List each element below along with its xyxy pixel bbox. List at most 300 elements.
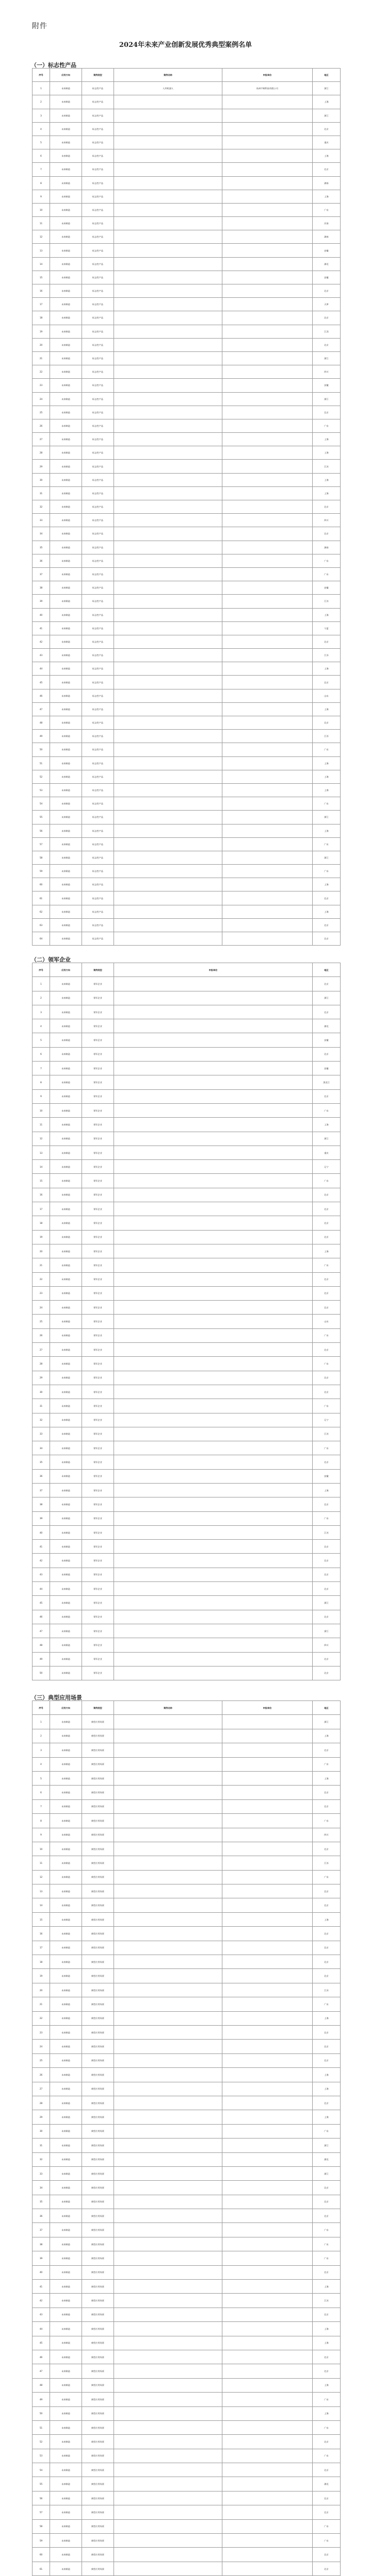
table-cell: 上海 <box>313 878 341 891</box>
table-cell: 未来制造 <box>50 918 82 932</box>
table-cell: 38 <box>33 1497 50 1511</box>
table-cell: 广东 <box>313 1357 341 1371</box>
table-row <box>33 756 341 770</box>
table-cell: 未来制造 <box>50 2350 82 2364</box>
table-cell <box>222 1786 313 1799</box>
table-cell <box>114 541 222 554</box>
table-cell <box>114 1399 313 1413</box>
table-row <box>33 2237 341 2251</box>
table-cell <box>114 284 222 298</box>
table-row <box>33 109 341 122</box>
table-row <box>33 1089 341 1103</box>
table-cell <box>222 1842 313 1856</box>
table-cell: 典型应用场景 <box>82 2393 114 2406</box>
table-cell: 未来制造 <box>50 1188 82 1202</box>
table-cell: 上海 <box>313 95 341 109</box>
table-cell: 领军企业 <box>82 1455 114 1469</box>
table-cell: 广东 <box>313 554 341 567</box>
table-cell: 广东 <box>313 2393 341 2406</box>
table-cell: 标志性产品 <box>82 716 114 730</box>
table-row <box>33 1005 341 1019</box>
table-row <box>33 1568 341 1581</box>
table-cell: 未来制造 <box>50 905 82 918</box>
table-cell: 标志性产品 <box>82 676 114 689</box>
table-cell <box>222 2350 313 2364</box>
table-cell: 领军企业 <box>82 1244 114 1258</box>
table-row <box>33 406 341 419</box>
table-cell <box>114 689 222 702</box>
table-cell: 领军企业 <box>82 1005 114 1019</box>
table-cell: 32 <box>33 1413 50 1427</box>
table-cell <box>222 1856 313 1870</box>
table-row <box>33 271 341 284</box>
table-cell: 上海 <box>313 1771 341 1785</box>
table-row <box>33 95 341 109</box>
table-cell: 未来制造 <box>50 338 82 351</box>
table-cell <box>222 932 313 946</box>
table-cell: 标志性产品 <box>82 689 114 702</box>
table-row <box>33 1757 341 1771</box>
column-header: 序号 <box>33 963 50 977</box>
table-cell: 18 <box>33 1216 50 1230</box>
table-cell: 标志性产品 <box>82 257 114 271</box>
table-cell: 浙江 <box>313 811 341 824</box>
table-row <box>33 2139 341 2152</box>
table-row <box>33 567 341 581</box>
table-cell: 未来制造 <box>50 2308 82 2321</box>
table-cell: 领军企业 <box>82 1075 114 1089</box>
table-cell <box>114 797 222 811</box>
table-cell: 典型应用场景 <box>82 1927 114 1941</box>
table-cell <box>222 2308 313 2321</box>
table-cell <box>222 635 313 648</box>
table-cell: 未来制造 <box>50 203 82 216</box>
table-cell <box>114 2082 222 2096</box>
table-cell: 未来制造 <box>50 1927 82 1941</box>
table-cell <box>114 2195 222 2209</box>
table-cell: 标志性产品 <box>82 514 114 527</box>
table-cell: 上海 <box>313 1483 341 1497</box>
table-row <box>33 1132 341 1146</box>
table-cell: 未来制造 <box>50 2082 82 2096</box>
table-cell <box>114 2562 222 2575</box>
table-cell: 28 <box>33 1357 50 1371</box>
table-row <box>33 891 341 905</box>
table-cell: 北京 <box>313 1582 341 1596</box>
table-row <box>33 878 341 891</box>
table-cell: 典型应用场景 <box>82 2166 114 2180</box>
table-cell <box>114 190 222 203</box>
table-cell <box>222 2082 313 2096</box>
table-cell <box>222 1715 313 1729</box>
table-cell: 未来制造 <box>50 257 82 271</box>
table-cell <box>114 1301 313 1315</box>
table-cell: 标志性产品 <box>82 433 114 446</box>
table-cell: 未来制造 <box>50 109 82 122</box>
table-row <box>33 486 341 500</box>
table-cell: 未来制造 <box>50 1568 82 1581</box>
table-cell: 13 <box>33 1884 50 1898</box>
table-cell <box>114 1666 313 1680</box>
table-row <box>33 1019 341 1033</box>
table-cell: 未来制造 <box>50 783 82 797</box>
table-cell: 9 <box>33 190 50 203</box>
table-row <box>33 500 341 514</box>
table-cell: 未来制造 <box>50 2195 82 2209</box>
table-cell: 未来制造 <box>50 500 82 514</box>
table-row <box>33 716 341 730</box>
table-row <box>33 1870 341 1884</box>
table-cell: 未来制造 <box>50 702 82 716</box>
table-row <box>33 1786 341 1799</box>
table-cell: 领军企业 <box>82 1019 114 1033</box>
table-cell <box>114 500 222 514</box>
table-cell <box>114 608 222 621</box>
table-cell <box>222 1955 313 1969</box>
table-cell: 45 <box>33 2336 50 2350</box>
table-cell: 19 <box>33 1969 50 1983</box>
table-cell: 51 <box>33 756 50 770</box>
table-cell: 湖北 <box>313 257 341 271</box>
table-cell: 未来制造 <box>50 351 82 365</box>
table-cell: 北京 <box>313 1743 341 1757</box>
table-cell <box>222 2124 313 2138</box>
table-cell <box>114 1497 313 1511</box>
table-row <box>33 1286 341 1300</box>
table-cell <box>222 406 313 419</box>
table-cell: 未来制造 <box>50 1898 82 1912</box>
table-row <box>33 149 341 163</box>
table-cell: 北京 <box>313 2463 341 2477</box>
table-cell: 典型应用场景 <box>82 2110 114 2124</box>
table-cell: 广东 <box>313 2223 341 2237</box>
table-cell <box>114 878 222 891</box>
table-cell <box>222 783 313 797</box>
table-cell <box>222 2322 313 2336</box>
table-cell: 上海 <box>313 446 341 460</box>
table-cell: 8 <box>33 1075 50 1089</box>
table-cell: 典型应用场景 <box>82 2505 114 2519</box>
table-row <box>33 446 341 460</box>
column-header: 地区 <box>313 69 341 82</box>
table-cell: 11 <box>33 1118 50 1132</box>
attachment-label: 附件 <box>32 22 47 30</box>
table-cell <box>114 2463 222 2477</box>
table-cell: 12 <box>33 1870 50 1884</box>
table-cell <box>114 1771 222 1785</box>
table-cell: 14 <box>33 1160 50 1174</box>
table-cell: 标志性产品 <box>82 271 114 284</box>
table-cell: 未来制造 <box>50 2265 82 2279</box>
table-cell <box>222 837 313 851</box>
table-cell: 未来制造 <box>50 851 82 864</box>
table-row <box>33 1301 341 1315</box>
table-cell <box>222 2294 313 2308</box>
table-cell: 上海 <box>313 149 341 163</box>
table-cell: 湖北 <box>313 2477 341 2491</box>
table-cell <box>114 865 222 878</box>
table-cell <box>114 2336 222 2350</box>
table-cell <box>222 2364 313 2378</box>
table-cell: 未来制造 <box>50 149 82 163</box>
table-cell: 标志性产品 <box>82 406 114 419</box>
table-cell: 北京 <box>313 1286 341 1300</box>
table-row <box>33 1596 341 1610</box>
table-cell: 59 <box>33 2534 50 2548</box>
table-cell: 重庆 <box>313 136 341 149</box>
table-cell: 典型应用场景 <box>82 2322 114 2336</box>
table-cell: 广东 <box>313 1103 341 1117</box>
table-cell <box>114 743 222 756</box>
table-cell <box>114 217 222 230</box>
table-cell: 安徽 <box>313 379 341 392</box>
table-cell <box>222 379 313 392</box>
table-cell <box>114 2166 222 2180</box>
table-cell <box>114 595 222 608</box>
table-cell <box>114 2025 222 2039</box>
table-cell: 上海 <box>313 2082 341 2096</box>
table-row <box>33 2449 341 2463</box>
table-cell: 宁夏 <box>313 621 341 635</box>
table-cell <box>114 851 222 864</box>
table-cell: 领军企业 <box>82 1540 114 1554</box>
table-row <box>33 392 341 406</box>
table-cell: 典型应用场景 <box>82 2406 114 2420</box>
table-cell: 上海 <box>313 2406 341 2420</box>
table-cell <box>222 676 313 689</box>
table-cell <box>222 2096 313 2110</box>
table-cell <box>114 1856 222 1870</box>
table-cell: 11 <box>33 217 50 230</box>
table-row <box>33 1729 341 1743</box>
table-cell: 未来制造 <box>50 991 82 1005</box>
table-cell: 典型应用场景 <box>82 2265 114 2279</box>
table-cell: 未来制造 <box>50 1174 82 1188</box>
table-cell: 北京 <box>313 1969 341 1983</box>
table-cell <box>222 1969 313 1983</box>
table-row <box>33 1103 341 1117</box>
table-cell: 江西 <box>313 325 341 338</box>
table-cell: 14 <box>33 1898 50 1912</box>
table-cell: 北京 <box>313 500 341 514</box>
table-cell <box>114 122 222 136</box>
table-cell: 27 <box>33 1343 50 1357</box>
table-cell: 北京 <box>313 1301 341 1315</box>
table-cell: 标志性产品 <box>82 662 114 676</box>
table-cell: 标志性产品 <box>82 891 114 905</box>
table-cell: 47 <box>33 702 50 716</box>
table-cell <box>114 2364 222 2378</box>
table-cell: 1 <box>33 977 50 991</box>
table-cell: 未来制造 <box>50 2152 82 2166</box>
table-cell: 未来制造 <box>50 689 82 702</box>
table-cell: 浙江 <box>313 1624 341 1638</box>
table-cell: 领军企业 <box>82 1216 114 1230</box>
table-row <box>33 2336 341 2350</box>
table-cell: 未来制造 <box>50 1216 82 1230</box>
table-cell: 未来制造 <box>50 2463 82 2477</box>
table-cell <box>114 406 222 419</box>
table-cell <box>222 500 313 514</box>
table-cell: 典型应用场景 <box>82 2053 114 2067</box>
table-cell <box>222 2548 313 2562</box>
table-cell: 领军企业 <box>82 1554 114 1568</box>
table-cell: 典型应用场景 <box>82 2181 114 2195</box>
table-cell: 未来制造 <box>50 82 82 95</box>
table-cell <box>114 649 222 662</box>
table-cell <box>114 1244 313 1258</box>
table-cell: 35 <box>33 541 50 554</box>
table-cell: 15 <box>33 1174 50 1188</box>
table-cell: 江苏 <box>313 730 341 743</box>
table-row <box>33 1188 341 1202</box>
table-row <box>33 783 341 797</box>
table-cell: 典型应用场景 <box>82 1884 114 1898</box>
table-cell <box>114 2350 222 2364</box>
table-cell: 北京 <box>313 2562 341 2575</box>
table-cell <box>114 1371 313 1385</box>
table-row <box>33 621 341 635</box>
table-cell: 典型应用场景 <box>82 1842 114 1856</box>
table-cell: 标志性产品 <box>82 203 114 216</box>
table-row <box>33 1511 341 1525</box>
table-cell: 领军企业 <box>82 1343 114 1357</box>
table-cell: 未来制造 <box>50 811 82 824</box>
table-cell: 江苏 <box>313 1983 341 1997</box>
table-row <box>33 2040 341 2053</box>
table-row <box>33 730 341 743</box>
table-cell: 未来制造 <box>50 1828 82 1842</box>
table-cell: 标志性产品 <box>82 905 114 918</box>
table-cell: 广东 <box>313 203 341 216</box>
table-cell: 领军企业 <box>82 1230 114 1244</box>
table-cell: 湖南 <box>313 541 341 554</box>
table-cell: 北京 <box>313 2350 341 2364</box>
table-cell: 浙江 <box>313 1596 341 1610</box>
table-cell: 36 <box>33 1469 50 1483</box>
table-cell: 未来制造 <box>50 1582 82 1596</box>
table-cell: 四川 <box>313 1828 341 1842</box>
table-cell: 未来制造 <box>50 1624 82 1638</box>
table-cell: 29 <box>33 1371 50 1385</box>
table-cell: 未来制造 <box>50 2519 82 2533</box>
table-cell <box>222 149 313 163</box>
table-cell <box>222 486 313 500</box>
table-cell: 44 <box>33 2322 50 2336</box>
table-cell <box>114 1258 313 1272</box>
table-cell: 北京 <box>313 1554 341 1568</box>
table-cell: 领军企业 <box>82 1469 114 1483</box>
table-cell: 上海 <box>313 190 341 203</box>
table-cell: 2 <box>33 95 50 109</box>
table-cell: 未来制造 <box>50 608 82 621</box>
table-cell: 未来制造 <box>50 1511 82 1525</box>
table-cell: 未来制造 <box>50 2491 82 2505</box>
table-cell: 35 <box>33 1455 50 1469</box>
table-cell: 领军企业 <box>82 1511 114 1525</box>
table-cell: 未来制造 <box>50 527 82 541</box>
table-row <box>33 991 341 1005</box>
table-cell <box>222 2068 313 2082</box>
table-cell: 30 <box>33 473 50 486</box>
table-cell: 未来制造 <box>50 392 82 406</box>
table-cell: 未来制造 <box>50 325 82 338</box>
table-cell <box>114 2435 222 2449</box>
table-row <box>33 230 341 244</box>
table-row <box>33 351 341 365</box>
table-cell <box>114 581 222 595</box>
table-cell: 北京 <box>313 1927 341 1941</box>
table-row <box>33 1842 341 1856</box>
table-cell: 17 <box>33 1202 50 1216</box>
table-cell <box>222 1983 313 1997</box>
table-cell: 未来制造 <box>50 1757 82 1771</box>
table-row <box>33 2491 341 2505</box>
table-cell: 标志性产品 <box>82 595 114 608</box>
table-cell: 典型应用场景 <box>82 1997 114 2011</box>
table-cell <box>114 662 222 676</box>
table-cell <box>114 527 222 541</box>
table-row <box>33 1244 341 1258</box>
table-cell <box>114 2280 222 2294</box>
table-cell: 领军企业 <box>82 1118 114 1132</box>
table-cell: 上海 <box>313 1729 341 1743</box>
table-cell <box>114 244 222 257</box>
table-cell: 未来制造 <box>50 1799 82 1813</box>
table-cell: 未来制造 <box>50 2124 82 2138</box>
table-row <box>33 257 341 271</box>
table-cell <box>114 2139 222 2152</box>
table-cell <box>114 730 222 743</box>
table-row <box>33 1385 341 1399</box>
table-cell: 未来制造 <box>50 1019 82 1033</box>
table-cell: 未来制造 <box>50 2011 82 2025</box>
table-cell <box>222 1941 313 1955</box>
table-cell <box>222 2435 313 2449</box>
table-cell: 5 <box>33 1771 50 1785</box>
table-cell: 未来制造 <box>50 2025 82 2039</box>
table-cell: 典型应用场景 <box>82 1799 114 1813</box>
table-cell: 北京 <box>313 406 341 419</box>
table-cell <box>222 230 313 244</box>
table-cell <box>222 878 313 891</box>
table-cell: 标志性产品 <box>82 770 114 783</box>
table-cell: 未来制造 <box>50 1315 82 1328</box>
table-row <box>33 419 341 432</box>
table-cell: 50 <box>33 2406 50 2420</box>
table-cell: 60 <box>33 2548 50 2562</box>
table-cell: 未来制造 <box>50 1075 82 1089</box>
table-row <box>33 581 341 595</box>
table-cell: 41 <box>33 621 50 635</box>
table-cell <box>114 2393 222 2406</box>
table-cell <box>222 2393 313 2406</box>
table-cell: 31 <box>33 2139 50 2152</box>
table-cell: 未来制造 <box>50 2449 82 2463</box>
table-cell: 未来制造 <box>50 2251 82 2265</box>
table-cell: 北京 <box>313 2209 341 2223</box>
table-cell: 领军企业 <box>82 1202 114 1216</box>
table-cell: 北京 <box>313 1455 341 1469</box>
table-row <box>33 163 341 176</box>
table-cell <box>114 2322 222 2336</box>
table-cell: 39 <box>33 2251 50 2265</box>
table-cell: 北京 <box>313 2505 341 2519</box>
table-cell: 北京 <box>313 932 341 946</box>
table-cell: 上海 <box>313 2068 341 2082</box>
table-cell: 北京 <box>313 527 341 541</box>
table-cell: 上海 <box>313 2011 341 2025</box>
